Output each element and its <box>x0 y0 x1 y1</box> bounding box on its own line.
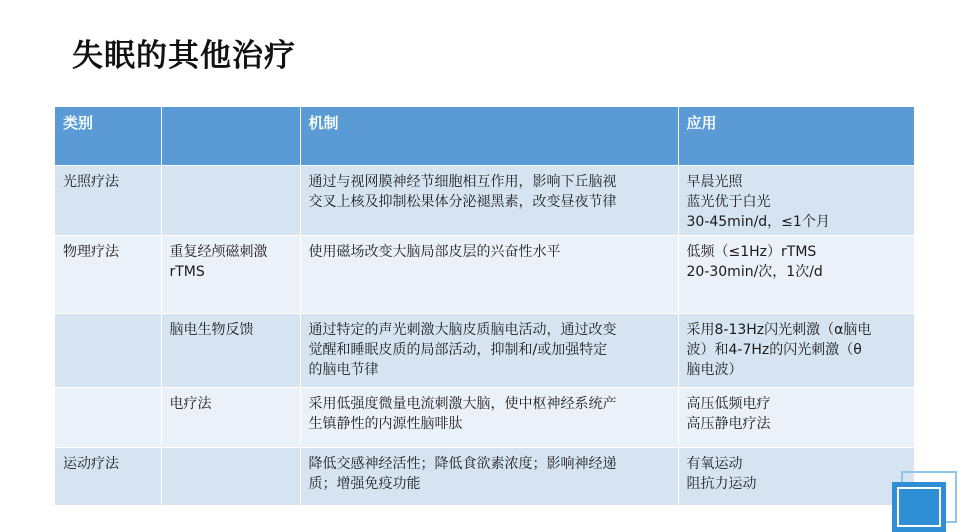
category-cell: 物理疗法 <box>55 236 161 314</box>
table-row <box>55 448 914 506</box>
application-cell-line: 波）和4-7Hz的闪光刺激（θ <box>686 342 862 358</box>
header-subcategory <box>161 107 300 166</box>
application-cell <box>678 166 914 236</box>
table-row <box>55 388 914 448</box>
mechanism-cell <box>300 314 678 388</box>
mechanism-cell <box>300 166 678 236</box>
subcategory-cell-line: 重复经颅磁刺激 <box>169 244 268 260</box>
mechanism-cell <box>300 448 678 506</box>
mechanism-cell-line: 觉醒和睡眠皮质的局部活动，抑制和/或加强特定 <box>308 342 608 358</box>
application-cell-line: 早晨光照 <box>686 174 743 190</box>
subcategory-cell <box>161 166 300 236</box>
mechanism-cell-line: 质；增强免疫功能 <box>308 476 421 492</box>
application-cell <box>678 236 914 314</box>
table-header-row <box>55 107 914 166</box>
subcategory-cell <box>161 448 300 506</box>
page-title: 失眠的其他治疗 <box>72 38 296 74</box>
application-cell-line: 蓝光优于白光 <box>686 194 771 210</box>
category-cell <box>55 314 161 388</box>
subcategory-cell <box>161 314 300 388</box>
application-cell-line: 阻抗力运动 <box>686 476 757 492</box>
table-row <box>55 314 914 388</box>
mechanism-cell-line: 通过与视网膜神经节细胞相互作用，影响下丘脑视 <box>308 174 617 190</box>
application-cell-line: 低频（≤1Hz）rTMS <box>686 244 817 260</box>
mechanism-cell-line: 交叉上核及抑制松果体分泌褪黑素，改变昼夜节律 <box>308 194 617 210</box>
application-cell-line: 有氧运动 <box>686 456 743 472</box>
mechanism-cell-line: 通过特定的声光刺激大脑皮质脑电活动，通过改变 <box>308 322 617 338</box>
application-cell-line: 高压静电疗法 <box>686 416 771 432</box>
mechanism-cell-line: 的脑电节律 <box>308 362 379 378</box>
header-mechanism: 机制 <box>300 107 678 166</box>
application-cell-line: 采用8-13Hz闪光刺激（α脑电 <box>686 322 872 338</box>
application-cell-line: 脑电波） <box>686 362 743 378</box>
deco-block-front <box>892 482 946 532</box>
subcategory-cell-line: 电疗法 <box>169 396 212 412</box>
subcategory-cell <box>161 236 300 314</box>
category-cell: 运动疗法 <box>55 448 161 506</box>
application-cell <box>678 314 914 388</box>
treatment-table <box>55 107 915 506</box>
application-cell <box>678 388 914 448</box>
application-cell-line: 高压低频电疗 <box>686 396 771 412</box>
table-row <box>55 236 914 314</box>
mechanism-cell-line: 采用低强度微量电流刺激大脑，使中枢神经系统产 <box>308 396 617 412</box>
subcategory-cell <box>161 388 300 448</box>
header-application: 应用 <box>678 107 914 166</box>
corner-decoration <box>888 466 962 532</box>
subcategory-cell-line: 脑电生物反馈 <box>169 322 254 338</box>
mechanism-cell-line: 降低交感神经活性；降低食欲素浓度；影响神经递 <box>308 456 617 472</box>
mechanism-cell-line: 生镇静性的内源性脑啡肽 <box>308 416 463 432</box>
application-cell-line: 30-45min/d，≤1个月 <box>686 214 830 230</box>
mechanism-cell <box>300 236 678 314</box>
mechanism-cell <box>300 388 678 448</box>
category-cell: 光照疗法 <box>55 166 161 236</box>
application-cell <box>678 448 914 506</box>
table-row <box>55 166 914 236</box>
subcategory-cell-line: rTMS <box>169 264 205 280</box>
header-category: 类别 <box>55 107 161 166</box>
category-cell <box>55 388 161 448</box>
mechanism-cell-line: 使用磁场改变大脑局部皮层的兴奋性水平 <box>308 244 561 260</box>
application-cell-line: 20-30min/次，1次/d <box>686 264 823 280</box>
